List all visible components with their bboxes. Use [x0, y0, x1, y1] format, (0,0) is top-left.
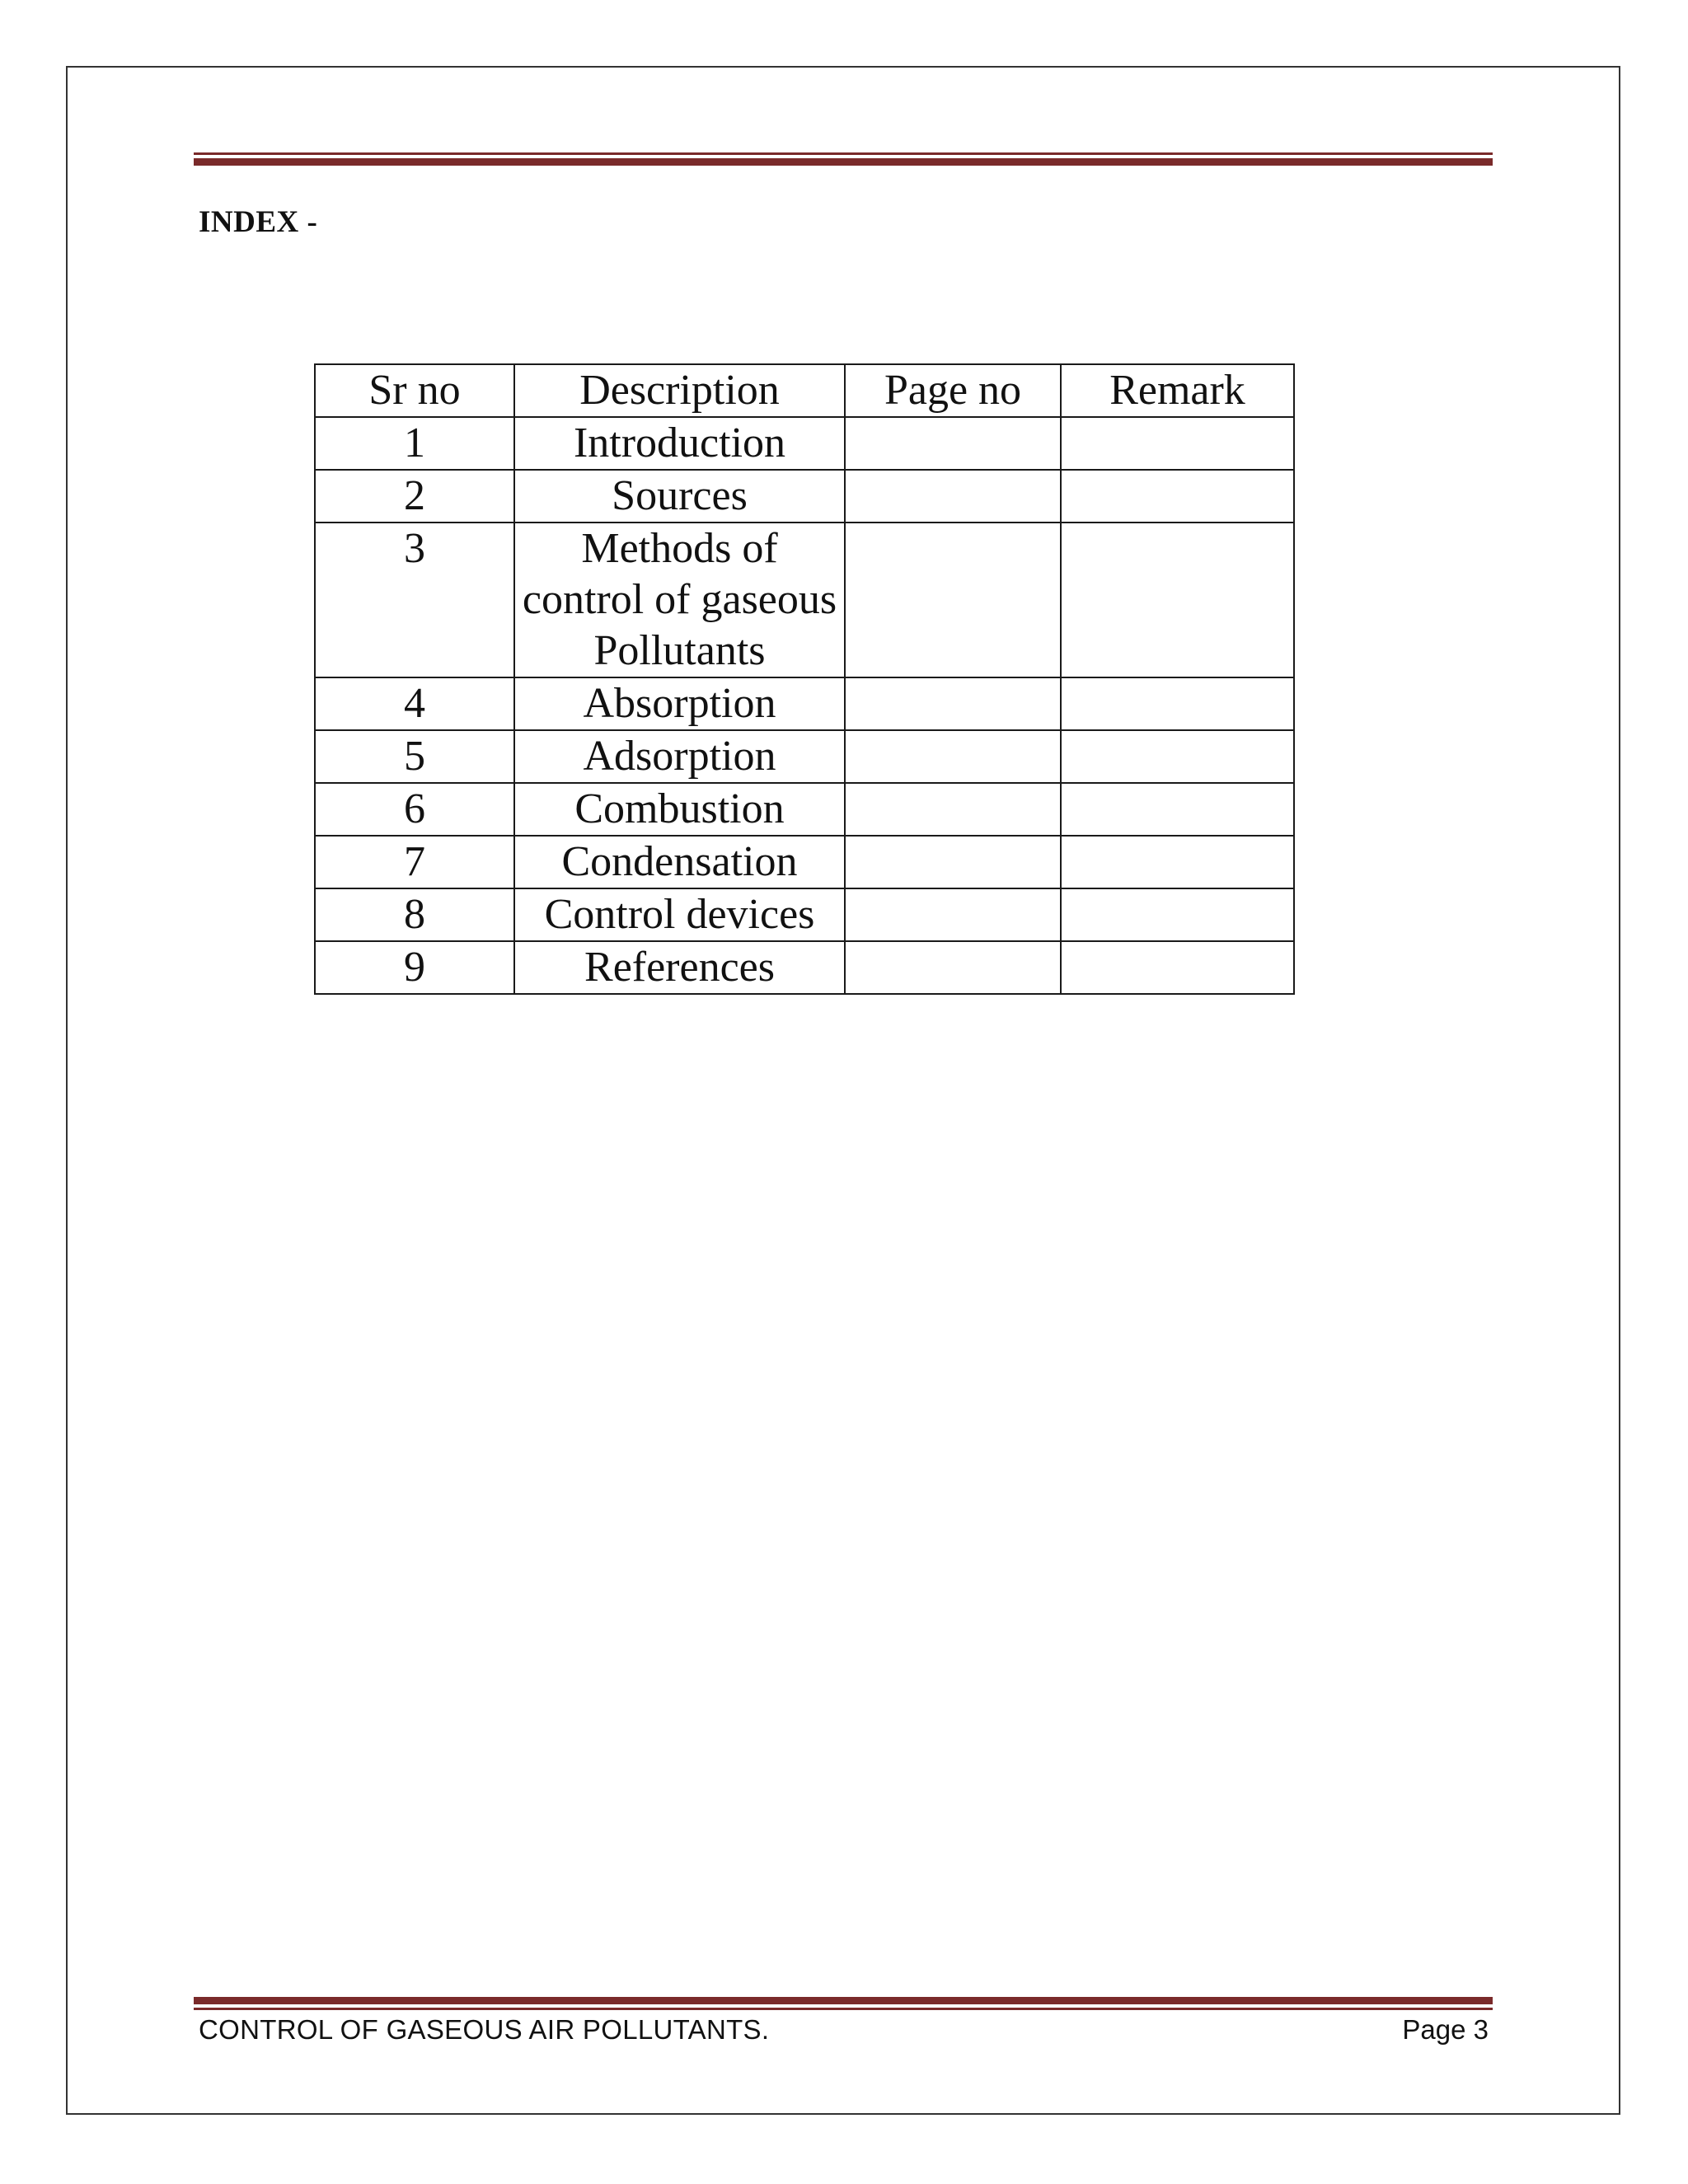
cell-remark — [1061, 523, 1294, 677]
cell-description: Introduction — [514, 417, 845, 470]
cell-page-no — [845, 417, 1061, 470]
cell-sr-no: 4 — [315, 677, 514, 730]
header-description: Description — [514, 364, 845, 417]
cell-remark — [1061, 677, 1294, 730]
cell-page-no — [845, 888, 1061, 941]
header-remark: Remark — [1061, 364, 1294, 417]
cell-page-no — [845, 677, 1061, 730]
cell-sr-no: 9 — [315, 941, 514, 994]
table-header-row — [315, 364, 1294, 417]
table-row — [315, 888, 1294, 941]
table-row — [315, 730, 1294, 783]
cell-page-no — [845, 523, 1061, 677]
cell-page-no — [845, 730, 1061, 783]
index-table — [314, 363, 1295, 995]
footer-rule — [194, 1997, 1493, 2010]
cell-description: Condensation — [514, 836, 845, 888]
cell-sr-no: 5 — [315, 730, 514, 783]
cell-sr-no: 2 — [315, 470, 514, 523]
cell-page-no — [845, 783, 1061, 836]
cell-description: Methods of control of gaseous Pollutants — [514, 523, 845, 677]
cell-sr-no: 3 — [315, 523, 514, 677]
table-row — [315, 523, 1294, 677]
cell-description: Absorption — [514, 677, 845, 730]
cell-remark — [1061, 941, 1294, 994]
footer-page-number: Page 3 — [1402, 2014, 1489, 2045]
cell-remark — [1061, 783, 1294, 836]
cell-sr-no: 1 — [315, 417, 514, 470]
cell-page-no — [845, 836, 1061, 888]
cell-sr-no: 7 — [315, 836, 514, 888]
index-heading: INDEX - — [199, 205, 318, 239]
cell-description: Control devices — [514, 888, 845, 941]
table-row — [315, 941, 1294, 994]
cell-remark — [1061, 730, 1294, 783]
cell-sr-no: 6 — [315, 783, 514, 836]
table-row — [315, 836, 1294, 888]
cell-remark — [1061, 888, 1294, 941]
cell-sr-no: 8 — [315, 888, 514, 941]
table-row — [315, 677, 1294, 730]
cell-remark — [1061, 836, 1294, 888]
cell-remark — [1061, 417, 1294, 470]
header-sr-no: Sr no — [315, 364, 514, 417]
table-row — [315, 783, 1294, 836]
cell-description: Adsorption — [514, 730, 845, 783]
header-rule — [194, 152, 1493, 166]
cell-page-no — [845, 470, 1061, 523]
cell-description: References — [514, 941, 845, 994]
cell-remark — [1061, 470, 1294, 523]
table-row — [315, 417, 1294, 470]
cell-description: Combustion — [514, 783, 845, 836]
cell-description: Sources — [514, 470, 845, 523]
footer-title: CONTROL OF GASEOUS AIR POLLUTANTS. — [199, 2014, 770, 2045]
header-page-no: Page no — [845, 364, 1061, 417]
table-row — [315, 470, 1294, 523]
cell-page-no — [845, 941, 1061, 994]
